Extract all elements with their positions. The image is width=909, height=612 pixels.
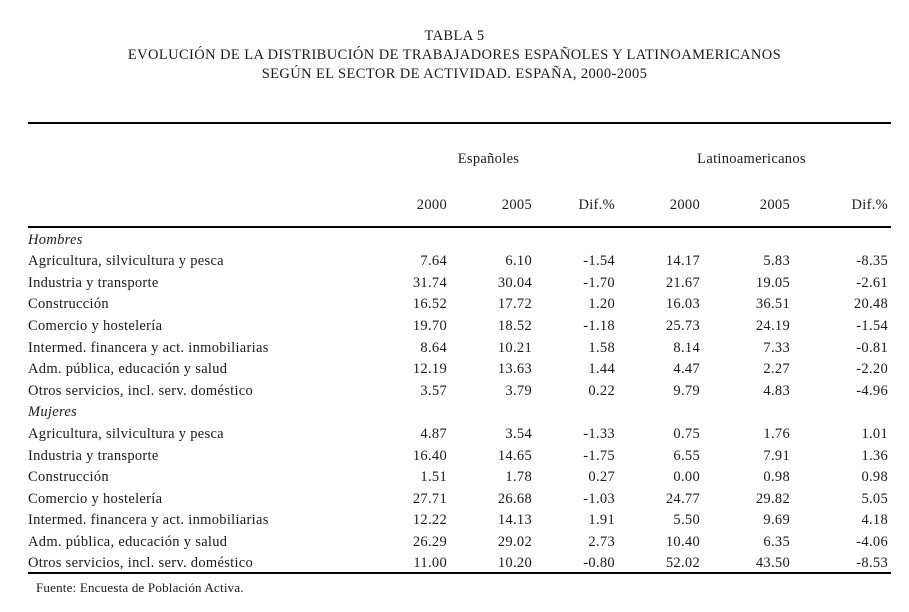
value-cell: 14.17 [665,253,700,270]
table-row [28,421,891,443]
row-label: Otros servicios, incl. serv. doméstico [28,382,254,399]
value-cell: -1.54 [583,253,615,270]
column-header-lat-2000: 2000 [669,197,700,213]
value-cell: 12.19 [412,361,447,378]
value-cell: -1.75 [583,447,615,464]
value-cell: 1.58 [588,339,615,356]
value-cell: 31.74 [412,274,447,291]
row-label: Adm. pública, educación y salud [28,361,228,378]
value-cell: 1.51 [420,469,447,486]
section-row [28,400,891,422]
row-label: Adm. pública, educación y salud [28,533,228,550]
value-cell: 10.20 [497,554,532,571]
value-cell: 1.20 [588,296,615,313]
value-cell: 8.14 [673,339,700,356]
column-header-lat-dif: Dif.% [851,197,889,213]
value-cell: -0.80 [583,554,615,571]
column-header-esp-dif: Dif.% [578,197,615,213]
value-cell: -1.03 [583,490,615,507]
value-cell: 5.05 [861,490,889,507]
value-cell: 21.67 [665,274,700,291]
table-row [28,292,891,314]
value-cell: 52.02 [665,554,700,571]
value-cell: 2.73 [588,533,615,550]
row-label: Construcción [28,469,109,486]
value-cell: 30.04 [497,274,532,291]
value-cell: 0.75 [673,425,700,442]
value-cell: 1.78 [505,469,532,486]
section-label: Mujeres [28,404,78,421]
value-cell: 13.63 [497,361,532,378]
empty-corner-cell [28,123,362,172]
value-cell: -2.61 [856,274,889,291]
value-cell: 17.72 [497,296,532,313]
value-cell: 3.57 [420,382,447,399]
value-cell: 0.27 [588,469,615,486]
table-row [28,378,891,400]
group-header-row [28,123,891,172]
value-cell: 2.27 [763,361,790,378]
table-row [28,465,891,487]
value-cell: 9.69 [763,512,790,529]
value-cell: 14.65 [497,447,532,464]
value-cell: 27.71 [412,490,447,507]
table-body [28,227,891,573]
value-cell: 1.91 [588,512,615,529]
value-cell: 1.76 [763,425,790,442]
row-label: Otros servicios, incl. serv. doméstico [28,554,254,571]
table-number: TABLA 5 [424,28,485,44]
value-cell: -1.54 [856,317,889,334]
value-cell: 10.21 [497,339,532,356]
empty-corner-cell [28,172,362,227]
value-cell: 11.00 [413,554,447,571]
table-row [28,357,891,379]
value-cell: -8.35 [856,253,889,270]
column-header-esp-2000: 2000 [416,197,447,213]
source-note: Fuente: Encuesta de Población Activa. [36,580,244,595]
value-cell: 6.35 [763,533,790,550]
value-cell: -1.70 [583,274,615,291]
value-cell: 9.79 [673,382,700,399]
row-label: Industria y transporte [28,274,159,291]
table-row [28,486,891,508]
table-row [28,270,891,292]
column-header-row [28,172,891,227]
row-label: Industria y transporte [28,447,159,464]
value-cell: 18.52 [497,317,532,334]
value-cell: 4.18 [861,512,889,529]
row-label: Agricultura, silvicultura y pesca [28,425,224,442]
value-cell: 36.51 [755,296,790,313]
row-label: Intermed. financera y act. inmobiliarias [28,339,269,356]
value-cell: 0.98 [763,469,790,486]
value-cell: 20.48 [853,296,889,313]
value-cell: 10.40 [665,533,700,550]
value-cell: 0.00 [673,469,700,486]
value-cell: 1.36 [861,447,889,464]
value-cell: 4.47 [673,361,700,378]
value-cell: 6.10 [505,253,532,270]
column-header-lat-2005: 2005 [759,197,790,213]
value-cell: 16.52 [412,296,447,313]
value-cell: 7.91 [763,447,790,464]
value-cell: 4.83 [763,382,790,399]
column-header-esp-2005: 2005 [501,197,532,213]
table-row [28,313,891,335]
value-cell: 3.54 [505,425,532,442]
value-cell: 19.70 [412,317,447,334]
value-cell: 3.79 [505,382,532,399]
table-row [28,249,891,271]
value-cell: -4.06 [856,533,889,550]
value-cell: 7.33 [763,339,790,356]
value-cell: 16.03 [665,296,700,313]
value-cell: -1.18 [583,317,615,334]
value-cell: -8.53 [856,554,889,571]
table-row [28,508,891,530]
value-cell: 8.64 [420,339,447,356]
value-cell: 1.01 [861,425,889,442]
value-cell: -1.33 [583,425,615,442]
value-cell: -4.96 [856,382,889,399]
table-title-line-2: SEGÚN EL SECTOR DE ACTIVIDAD. ESPAÑA, 2000-2005 [261,66,648,82]
value-cell: 29.02 [497,533,532,550]
value-cell: 43.50 [755,554,790,571]
row-label: Comercio y hostelería [28,317,163,334]
group-header-latinoamericanos: Latinoamericanos [697,151,806,167]
table-header [28,123,891,227]
table-row [28,335,891,357]
table-title-block [0,27,909,84]
value-cell: -2.20 [856,361,889,378]
row-label: Construcción [28,296,109,313]
value-cell: 12.22 [412,512,447,529]
value-cell: 6.55 [673,447,700,464]
value-cell: 24.19 [755,317,790,334]
row-label: Comercio y hostelería [28,490,163,507]
value-cell: 5.50 [673,512,700,529]
value-cell: 5.83 [763,253,790,270]
group-header-espanoles: Españoles [457,151,520,167]
table-row [28,529,891,551]
value-cell: 26.29 [412,533,447,550]
value-cell: 14.13 [497,512,532,529]
value-cell: -0.81 [856,339,889,356]
statistics-table [28,122,891,574]
section-row [28,227,891,249]
value-cell: 29.82 [755,490,790,507]
value-cell: 19.05 [755,274,790,291]
table-row [28,443,891,465]
row-label: Intermed. financera y act. inmobiliarias [28,512,269,529]
section-label: Hombres [28,231,83,248]
value-cell: 0.22 [588,382,615,399]
value-cell: 26.68 [497,490,532,507]
value-cell: 25.73 [665,317,700,334]
value-cell: 4.87 [420,425,447,442]
value-cell: 1.44 [588,361,615,378]
row-label: Agricultura, silvicultura y pesca [28,253,224,270]
value-cell: 7.64 [420,253,447,270]
value-cell: 24.77 [665,490,700,507]
table-title-line-1: EVOLUCIÓN DE LA DISTRIBUCIÓN DE TRABAJADORES ESPAÑOLES Y LATINOAMERICANOS [127,47,782,63]
table-row [28,551,891,573]
value-cell: 0.98 [861,469,889,486]
value-cell: 16.40 [412,447,447,464]
